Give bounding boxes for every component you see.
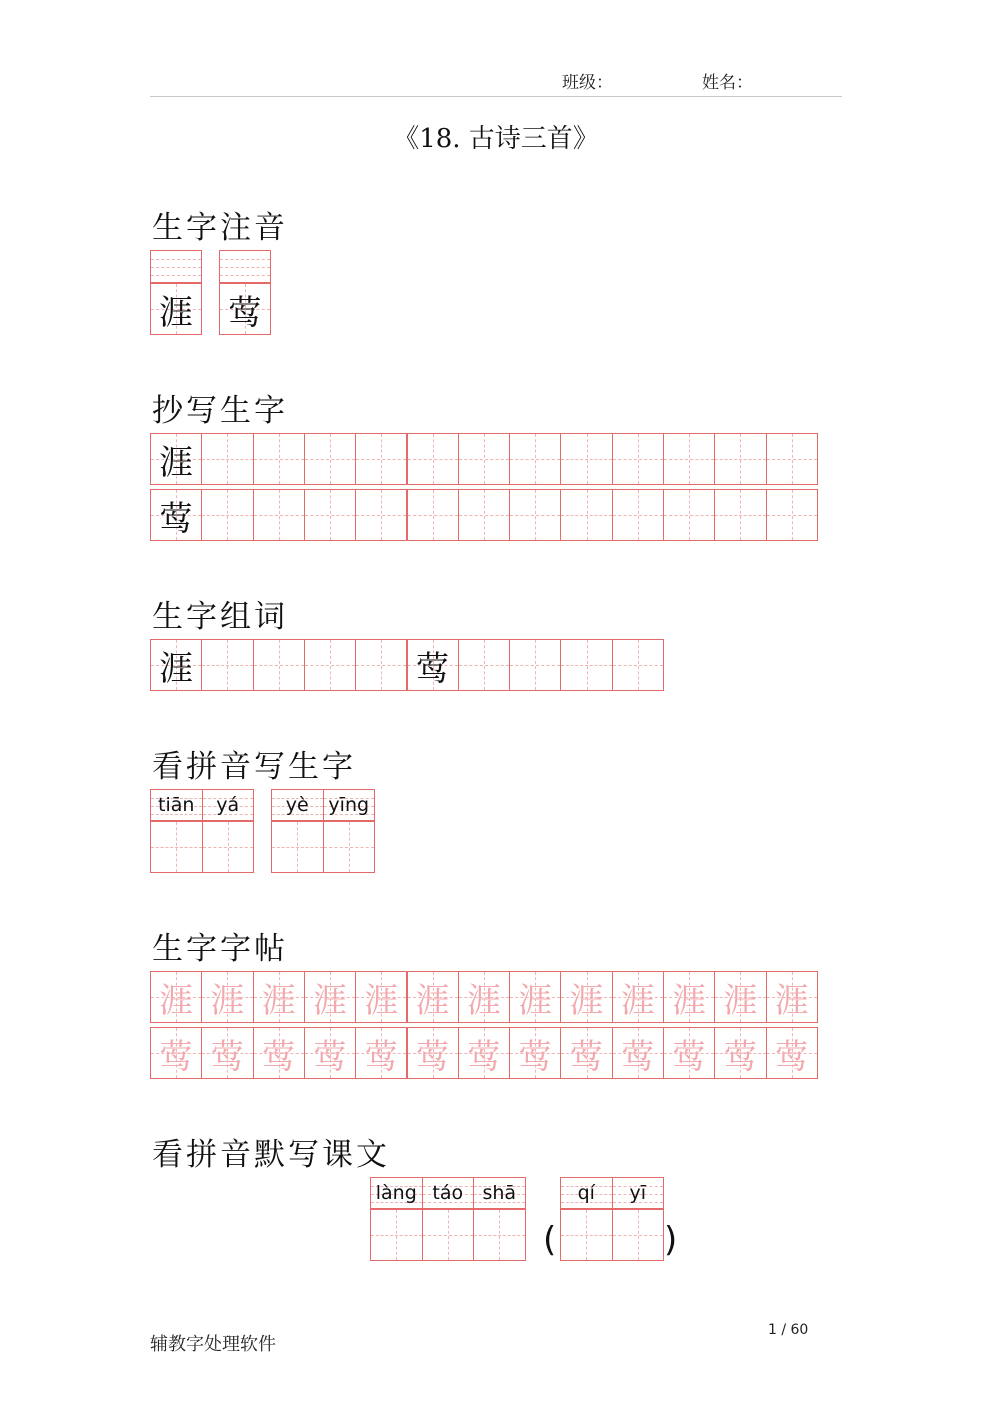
pinyin-box xyxy=(370,1177,423,1209)
trace-char: 涯 xyxy=(364,980,399,1021)
trace-cell[interactable] xyxy=(560,1027,612,1079)
copy-row-2-cell[interactable] xyxy=(766,489,818,541)
trace-char: 涯 xyxy=(261,980,296,1021)
trace-char: 涯 xyxy=(415,980,450,1021)
section-title-zhuyin: 生字注音 xyxy=(152,210,288,246)
trace-char: 涯 xyxy=(620,980,655,1021)
trace-cell[interactable] xyxy=(253,1027,305,1079)
trace-cell[interactable] xyxy=(612,971,664,1023)
pinyin-text: làng xyxy=(375,1182,417,1204)
pinyin-text: táo xyxy=(432,1182,464,1204)
word-write-cell[interactable] xyxy=(560,639,612,691)
answer-cell[interactable] xyxy=(202,821,255,873)
copy-row-1-cell[interactable] xyxy=(714,433,766,485)
answer-cell[interactable] xyxy=(612,1209,665,1261)
trace-char: 莺 xyxy=(620,1036,655,1077)
copy-row-1-model xyxy=(150,433,202,485)
answer-cell[interactable] xyxy=(560,1209,613,1261)
char: 莺 xyxy=(415,648,450,689)
copy-row-2-cell[interactable] xyxy=(509,489,561,541)
word-write-cell[interactable] xyxy=(612,639,664,691)
trace-cell[interactable] xyxy=(150,1027,202,1079)
trace-cell[interactable] xyxy=(458,971,510,1023)
trace-char: 莺 xyxy=(210,1036,245,1077)
copy-row-1-cell[interactable] xyxy=(560,433,612,485)
pinyin-text: tiān xyxy=(158,794,195,816)
copy-row-2-cell[interactable] xyxy=(253,489,305,541)
copy-row-1-cell[interactable] xyxy=(407,433,459,485)
pinyin-text: yá xyxy=(216,794,240,816)
char-ying: 莺 xyxy=(228,292,262,333)
trace-cell[interactable] xyxy=(766,971,818,1023)
copy-row-2-cell[interactable] xyxy=(560,489,612,541)
word-model-cell xyxy=(407,639,459,691)
header-divider xyxy=(150,96,842,97)
trace-char: 莺 xyxy=(569,1036,604,1077)
trace-cell[interactable] xyxy=(714,971,766,1023)
trace-char: 涯 xyxy=(723,980,758,1021)
copy-row-2-cell[interactable] xyxy=(458,489,510,541)
copy-row-1-cell[interactable] xyxy=(253,433,305,485)
pinyin-text: yè xyxy=(285,794,309,816)
trace-char: 涯 xyxy=(774,980,809,1021)
pinyin-box xyxy=(422,1177,475,1209)
paren-open: ( xyxy=(543,1220,557,1260)
trace-cell[interactable] xyxy=(560,971,612,1023)
trace-char: 莺 xyxy=(159,1036,194,1077)
word-write-cell[interactable] xyxy=(355,639,407,691)
answer-cell[interactable] xyxy=(150,821,203,873)
copy-row-1-cell[interactable] xyxy=(355,433,407,485)
copy-row-2-cell[interactable] xyxy=(714,489,766,541)
footer-software: 辅教字处理软件 xyxy=(150,1334,276,1355)
answer-cell[interactable] xyxy=(473,1209,526,1261)
answer-cell[interactable] xyxy=(271,821,324,873)
copy-row-2-cell[interactable] xyxy=(304,489,356,541)
word-write-cell[interactable] xyxy=(253,639,305,691)
copy-row-2-cell[interactable] xyxy=(612,489,664,541)
trace-cell[interactable] xyxy=(509,971,561,1023)
trace-cell[interactable] xyxy=(201,971,253,1023)
section-title-chaoxie: 抄写生字 xyxy=(152,393,288,429)
trace-cell[interactable] xyxy=(509,1027,561,1079)
trace-char: 莺 xyxy=(518,1036,553,1077)
char-ya: 涯 xyxy=(159,292,193,333)
pinyin-box xyxy=(150,789,203,821)
trace-cell[interactable] xyxy=(355,971,407,1023)
trace-char: 涯 xyxy=(466,980,501,1021)
pinyin-box xyxy=(202,789,255,821)
copy-row-1-cell[interactable] xyxy=(509,433,561,485)
trace-char: 涯 xyxy=(313,980,348,1021)
copy-row-2-cell[interactable] xyxy=(663,489,715,541)
answer-cell[interactable] xyxy=(323,821,376,873)
copy-row-1-cell[interactable] xyxy=(663,433,715,485)
pinyin-box-1[interactable] xyxy=(150,250,202,283)
copy-row-2-model xyxy=(150,489,202,541)
copy-row-1-cell[interactable] xyxy=(766,433,818,485)
pinyin-box xyxy=(271,789,324,821)
copy-row-1-cell[interactable] xyxy=(458,433,510,485)
trace-cell[interactable] xyxy=(253,971,305,1023)
copy-row-2-cell[interactable] xyxy=(407,489,459,541)
pinyin-text: yī xyxy=(629,1182,647,1204)
copy-row-1-cell[interactable] xyxy=(201,433,253,485)
char: 莺 xyxy=(159,498,194,539)
trace-char: 莺 xyxy=(672,1036,707,1077)
trace-cell[interactable] xyxy=(407,1027,459,1079)
pinyin-box xyxy=(473,1177,526,1209)
trace-cell[interactable] xyxy=(201,1027,253,1079)
pinyin-box xyxy=(560,1177,613,1209)
pinyin-text: qí xyxy=(577,1182,595,1204)
char: 涯 xyxy=(159,442,194,483)
trace-cell[interactable] xyxy=(458,1027,510,1079)
trace-char: 莺 xyxy=(364,1036,399,1077)
name-label: 姓名： xyxy=(702,73,753,93)
trace-cell[interactable] xyxy=(304,1027,356,1079)
trace-char: 莺 xyxy=(415,1036,450,1077)
pinyin-box-2[interactable] xyxy=(219,250,271,283)
word-write-cell[interactable] xyxy=(304,639,356,691)
copy-row-2-cell[interactable] xyxy=(201,489,253,541)
answer-cell[interactable] xyxy=(422,1209,475,1261)
answer-cell[interactable] xyxy=(370,1209,423,1261)
section-title-moxie: 看拼音默写课文 xyxy=(152,1137,390,1173)
trace-char: 莺 xyxy=(466,1036,501,1077)
pinyin-text: shā xyxy=(482,1182,517,1204)
trace-char: 涯 xyxy=(569,980,604,1021)
trace-cell[interactable] xyxy=(612,1027,664,1079)
trace-char: 莺 xyxy=(261,1036,296,1077)
trace-char: 莺 xyxy=(774,1036,809,1077)
char-cell-2 xyxy=(219,283,271,335)
trace-cell[interactable] xyxy=(355,1027,407,1079)
char: 涯 xyxy=(159,648,194,689)
pinyin-box xyxy=(612,1177,665,1209)
copy-row-1-cell[interactable] xyxy=(612,433,664,485)
copy-row-2-cell[interactable] xyxy=(355,489,407,541)
trace-cell[interactable] xyxy=(304,971,356,1023)
trace-cell[interactable] xyxy=(150,971,202,1023)
trace-char: 莺 xyxy=(723,1036,758,1077)
section-title-kanpinyin: 看拼音写生字 xyxy=(152,749,356,785)
class-label: 班级： xyxy=(562,73,613,93)
trace-char: 涯 xyxy=(159,980,194,1021)
pinyin-text: yīng xyxy=(328,794,370,816)
trace-char: 涯 xyxy=(210,980,245,1021)
section-title-zuci: 生字组词 xyxy=(152,599,288,635)
word-write-cell[interactable] xyxy=(201,639,253,691)
char-cell-1 xyxy=(150,283,202,335)
page-number: 1 / 60 xyxy=(768,1322,809,1338)
trace-char: 涯 xyxy=(518,980,553,1021)
section-title-zitie: 生字字帖 xyxy=(152,931,288,967)
word-write-cell[interactable] xyxy=(458,639,510,691)
document-title: 《18. 古诗三首》 xyxy=(393,124,599,154)
word-model-cell xyxy=(150,639,202,691)
pinyin-box xyxy=(323,789,376,821)
trace-char: 莺 xyxy=(313,1036,348,1077)
trace-char: 涯 xyxy=(672,980,707,1021)
word-write-cell[interactable] xyxy=(509,639,561,691)
trace-cell[interactable] xyxy=(714,1027,766,1079)
trace-cell[interactable] xyxy=(407,971,459,1023)
trace-cell[interactable] xyxy=(663,971,715,1023)
paren-close: ) xyxy=(664,1220,678,1260)
trace-cell[interactable] xyxy=(663,1027,715,1079)
trace-cell[interactable] xyxy=(766,1027,818,1079)
copy-row-1-cell[interactable] xyxy=(304,433,356,485)
